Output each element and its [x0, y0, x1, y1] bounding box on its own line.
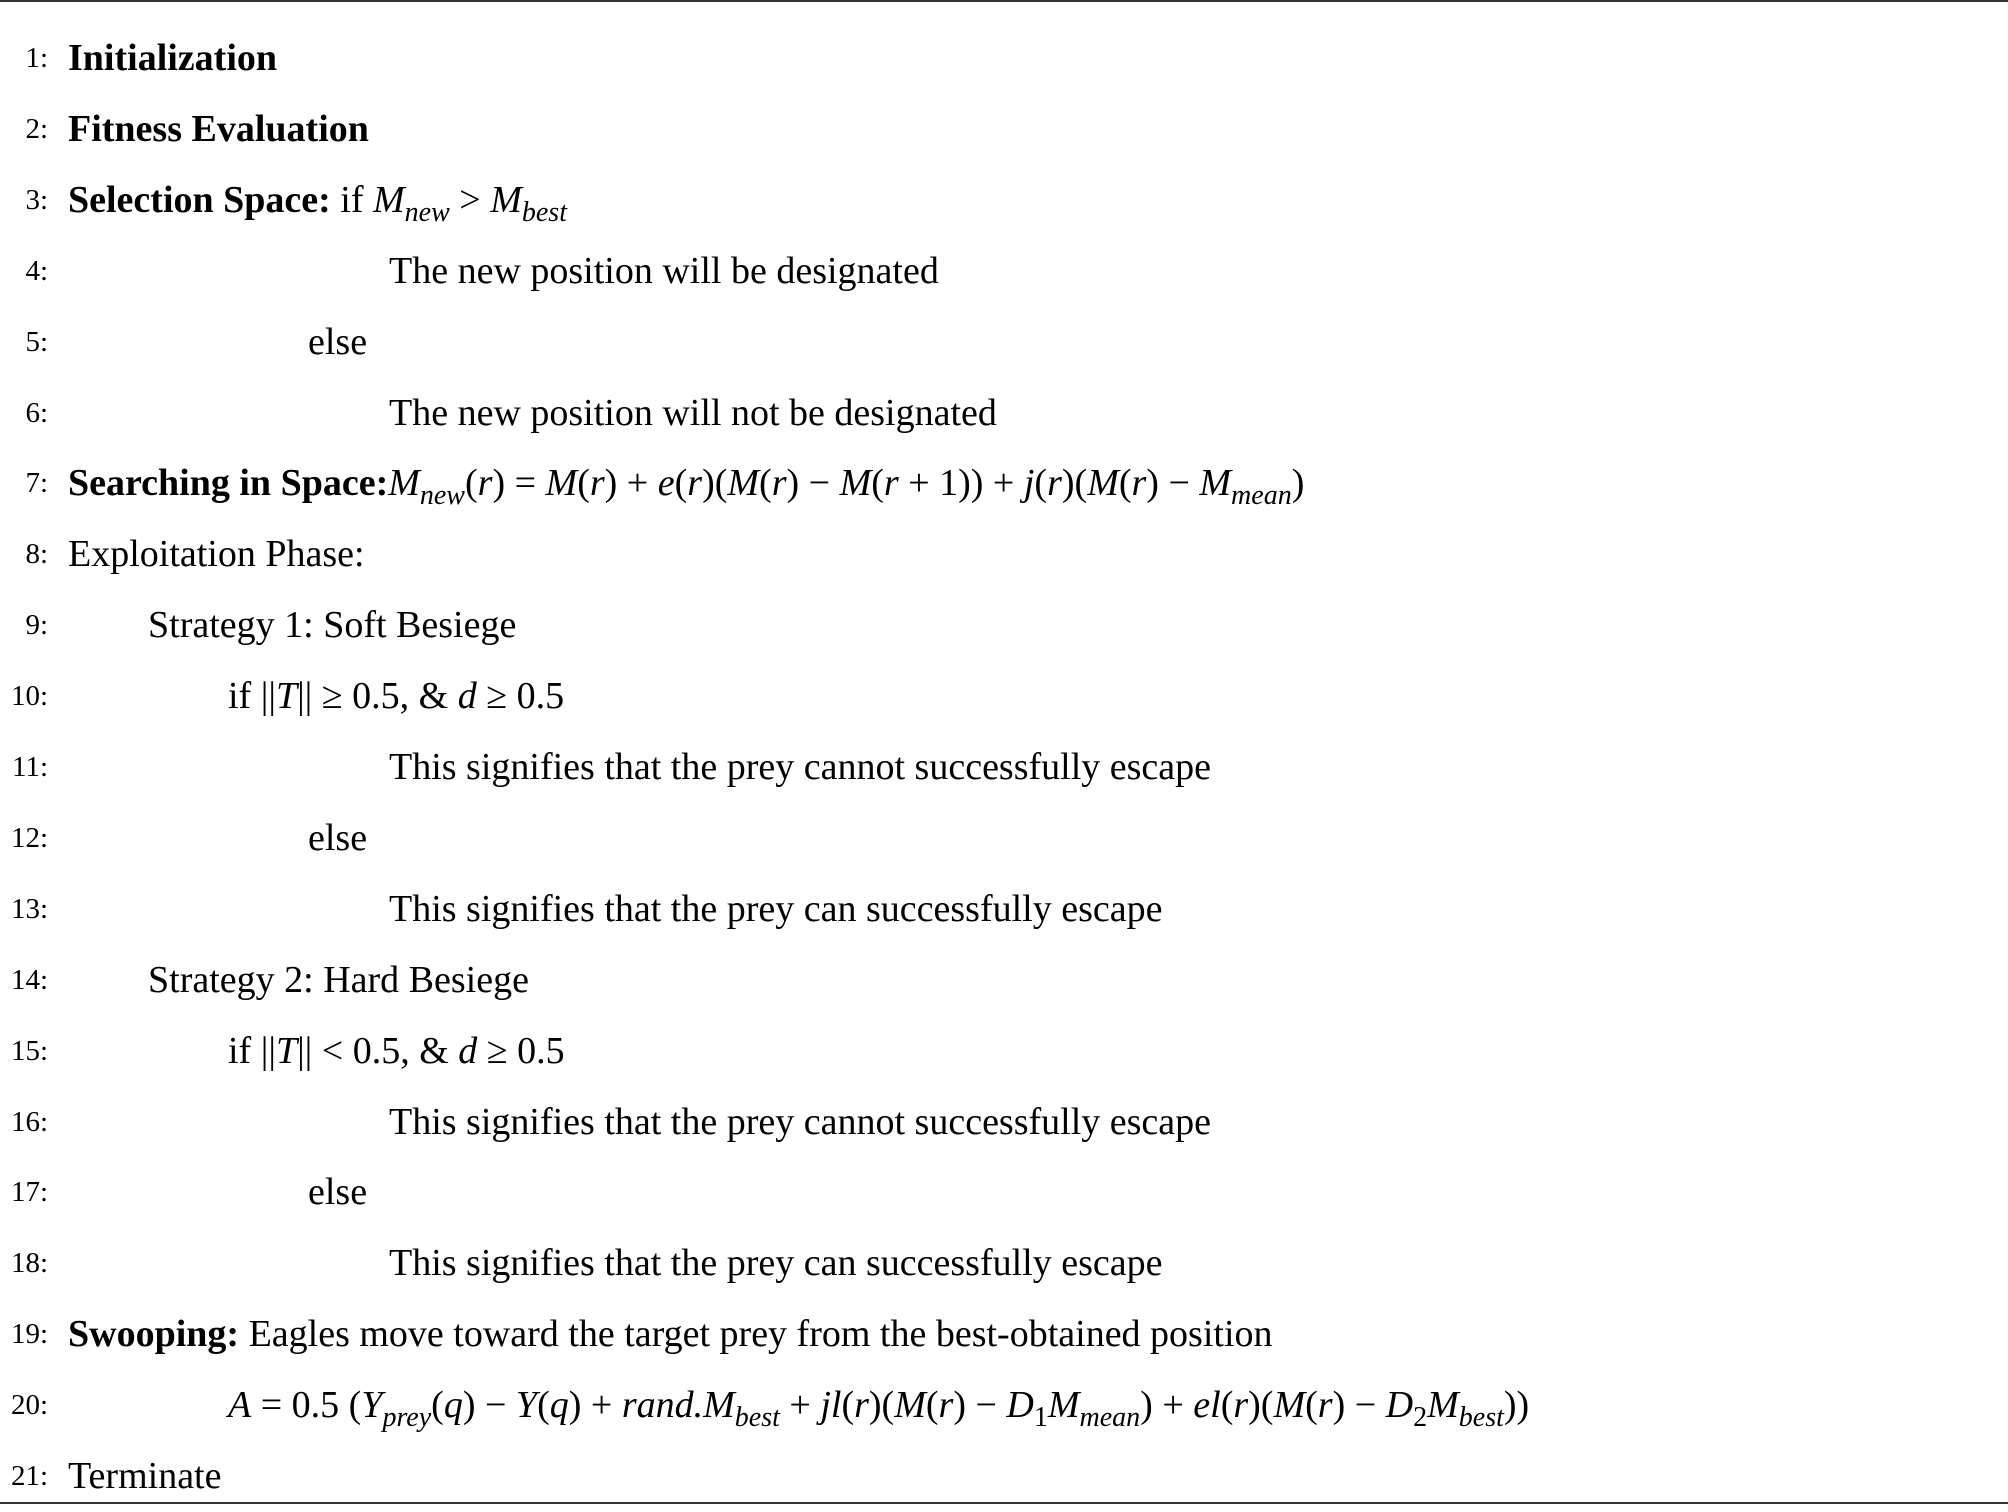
text-segment: r [1317, 1384, 1333, 1427]
step-label: Selection Space: [68, 178, 331, 221]
text-segment: best [1458, 1402, 1504, 1434]
line-number: 7: [25, 467, 48, 500]
text-segment: ) = [492, 462, 546, 505]
text-segment: r [589, 462, 605, 505]
text-segment: M [727, 462, 760, 505]
text-segment: ( [464, 462, 478, 505]
algorithm-line [0, 318, 2008, 378]
text-segment: M [894, 1384, 926, 1427]
text-segment: T [275, 1029, 298, 1072]
step-label: Searching in Space: [68, 462, 389, 505]
text-segment: || < 0.5, & [297, 1029, 459, 1072]
line-text [148, 956, 529, 1004]
step-label: Initialization [68, 37, 278, 79]
text-segment: ( [925, 1384, 939, 1427]
text-segment: )( [702, 462, 728, 505]
algorithm-line [0, 672, 2008, 732]
line-text [68, 105, 369, 153]
text-segment: ( [577, 462, 590, 505]
line-text [389, 885, 1162, 933]
text-segment: ( [431, 1384, 444, 1427]
text-segment: M [1199, 462, 1232, 505]
text-segment: r [1131, 462, 1147, 505]
line-number: 9: [25, 609, 48, 642]
text-segment: 2 [1413, 1402, 1428, 1434]
text-segment: mean [1079, 1402, 1141, 1434]
line-number: 13: [10, 892, 48, 925]
line-text [389, 1098, 1211, 1146]
algorithm-line [0, 1239, 2008, 1299]
text-segment: This signifies that the prey cannot successfully escape [389, 1100, 1212, 1143]
text-segment: d [458, 1029, 478, 1072]
text-segment: 1 [1033, 1402, 1048, 1434]
line-text [68, 459, 1304, 511]
text-segment: ( [841, 1384, 855, 1427]
text-segment: ) + [568, 1384, 622, 1427]
text-segment: el [1193, 1384, 1221, 1427]
algorithm-line [0, 885, 2008, 945]
line-number: 1: [25, 42, 48, 74]
text-segment: + [779, 1384, 821, 1427]
text-segment: prey [382, 1402, 432, 1434]
text-segment: ≥ 0.5 [476, 675, 565, 718]
algorithm-line [0, 1098, 2008, 1158]
text-segment: r [883, 462, 899, 505]
text-segment: M [1427, 1384, 1459, 1427]
text-segment: The new position will be designated [389, 249, 939, 292]
line-number: 8: [25, 538, 48, 571]
text-segment: ( [1220, 1384, 1234, 1427]
line-number: 3: [25, 183, 48, 216]
text-segment: best [521, 196, 567, 228]
text-segment: e [657, 462, 675, 505]
text-segment: new [404, 196, 450, 228]
text-segment: ( [1118, 462, 1132, 505]
text-segment: + 1)) + [898, 462, 1024, 505]
algorithm-line [0, 530, 2008, 590]
text-segment: rand.M [621, 1384, 735, 1427]
text-segment: r [854, 1384, 869, 1427]
line-text [389, 247, 939, 295]
line-text [68, 34, 277, 82]
text-segment: Exploitation Phase: [68, 533, 365, 576]
text-segment: M [388, 462, 420, 505]
text-segment: This signifies that the prey can successfully escape [389, 1242, 1163, 1285]
text-segment: ( [674, 462, 688, 505]
text-segment: r [1233, 1384, 1249, 1427]
text-segment: if || [228, 675, 276, 718]
text-segment: Y [515, 1384, 538, 1427]
line-number: 2: [25, 112, 48, 145]
text-segment: Eagles move toward the target prey from the best-obtained position [239, 1313, 1273, 1356]
algorithm-line [0, 743, 2008, 803]
text-segment: Y [361, 1384, 383, 1427]
text-segment: ( [1305, 1384, 1318, 1427]
text-segment: || ≥ 0.5, & [297, 675, 458, 718]
text-segment: This signifies that the prey cannot successfully escape [389, 746, 1212, 788]
text-segment: D [1006, 1384, 1034, 1427]
line-number: 15: [10, 1034, 48, 1067]
line-text [228, 672, 564, 720]
text-segment: ) − [1332, 1384, 1386, 1427]
line-text [389, 1239, 1162, 1287]
text-segment: j [1023, 462, 1035, 505]
text-segment: ( [759, 462, 772, 505]
algorithm-line [0, 105, 2008, 165]
line-text [308, 814, 367, 862]
text-segment: ) + [604, 462, 658, 505]
text-segment: ( [871, 462, 884, 505]
text-segment: jl [820, 1384, 842, 1427]
text-segment: The new position will not be designated [389, 391, 997, 434]
text-segment: r [1047, 462, 1062, 505]
text-segment: This signifies that the prey can successfully escape [389, 887, 1163, 930]
algorithm-line [0, 1027, 2008, 1087]
text-segment: M [839, 462, 872, 505]
text-segment: new [419, 480, 465, 512]
text-segment: )( [1248, 1384, 1274, 1427]
algorithm-line [0, 176, 2008, 236]
text-segment: mean [1231, 480, 1292, 512]
text-segment: M [490, 178, 522, 221]
line-text [148, 601, 516, 649]
line-number: 17: [10, 1176, 48, 1209]
line-text [389, 743, 1211, 791]
text-segment: ≥ 0.5 [477, 1029, 565, 1072]
line-number: 18: [10, 1247, 48, 1280]
line-number: 21: [10, 1460, 48, 1492]
text-segment: M [1087, 462, 1119, 505]
text-segment: Strategy 1: Soft Besiege [148, 604, 517, 647]
text-segment: M [1273, 1384, 1306, 1427]
algorithm-line [0, 34, 2008, 94]
algorithm-line [0, 459, 2008, 519]
algorithm-line [0, 814, 2008, 874]
text-segment: T [275, 675, 298, 718]
line-number: 5: [25, 325, 48, 358]
text-segment: d [457, 675, 477, 718]
line-number: 11: [12, 751, 48, 783]
text-segment: Terminate [68, 1455, 222, 1497]
text-segment: ) − [462, 1384, 516, 1427]
line-text [228, 1027, 565, 1075]
text-segment: r [477, 462, 493, 505]
line-text [68, 176, 567, 228]
algorithm-line [0, 601, 2008, 661]
top-rule [0, 0, 2008, 2]
line-number: 6: [25, 396, 48, 429]
algorithm-line [0, 247, 2008, 307]
text-segment: q [443, 1384, 463, 1427]
step-label: Swooping: [68, 1313, 240, 1356]
text-segment: )( [868, 1384, 895, 1427]
text-segment: q [549, 1384, 569, 1427]
line-number: 20: [10, 1389, 48, 1422]
algorithm-line [0, 956, 2008, 1016]
text-segment: M [545, 462, 578, 505]
text-segment: M [1047, 1384, 1080, 1427]
line-text [389, 389, 997, 437]
text-segment: M [373, 178, 405, 221]
text-segment: ) − [1146, 462, 1200, 505]
text-segment: else [308, 320, 368, 363]
line-text [308, 318, 367, 366]
text-segment: else [308, 1171, 368, 1214]
text-segment: = 0.5 ( [251, 1384, 362, 1427]
text-segment: r [771, 462, 787, 505]
text-segment: ) − [786, 462, 840, 505]
text-segment: ( [1034, 462, 1048, 505]
line-text [68, 1310, 1273, 1358]
bottom-rule [0, 1502, 2008, 1504]
line-text [228, 1381, 1529, 1433]
text-segment: best [734, 1402, 780, 1434]
line-number: 10: [10, 680, 48, 713]
algorithm-line [0, 389, 2008, 449]
text-segment: )) [1503, 1384, 1530, 1427]
line-text [68, 1452, 221, 1500]
line-number: 12: [10, 821, 48, 854]
line-text [68, 530, 365, 578]
line-number: 14: [10, 963, 48, 996]
algorithm-line [0, 1310, 2008, 1370]
line-text [308, 1168, 367, 1216]
text-segment: ) − [953, 1384, 1007, 1427]
text-segment: ) + [1140, 1384, 1194, 1427]
text-segment: r [938, 1384, 954, 1427]
text-segment: > [449, 178, 491, 221]
line-number: 19: [10, 1318, 48, 1351]
text-segment: else [308, 816, 368, 859]
text-segment: D [1385, 1384, 1414, 1427]
line-number: 4: [25, 254, 48, 287]
step-label: Fitness Evaluation [68, 107, 369, 150]
text-segment: ) [1291, 462, 1305, 505]
text-segment: if || [228, 1029, 276, 1072]
line-number: 16: [10, 1105, 48, 1138]
text-segment: Strategy 2: Hard Besiege [148, 958, 529, 1001]
text-segment: A [228, 1384, 252, 1427]
text-segment: ( [537, 1384, 550, 1427]
text-segment: )( [1061, 462, 1088, 505]
algorithm-line [0, 1381, 2008, 1441]
text-segment: if [330, 178, 374, 221]
text-segment: r [687, 462, 703, 505]
algorithm-line [0, 1168, 2008, 1228]
